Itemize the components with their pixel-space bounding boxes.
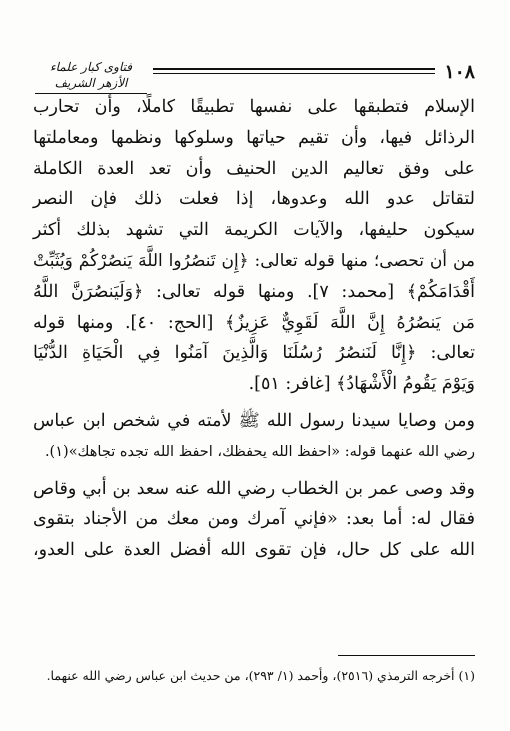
text-line: سيكون حليفها، والآيات الكريمة التي تشهد بذلك أكثر <box>33 220 475 241</box>
book-title: فتاوى كبار علماء الأزهر الشريف <box>35 59 147 94</box>
text-line: من أن تحصى؛ منها قوله تعالى: ﴿إِن تَنصُرُوا اللَّهَ يَنصُرْكُمْ وَيُثَبِّتْ <box>33 250 475 271</box>
text-line: الله على كل حال، فإن تقوى الله أفضل العدة على العدو، <box>33 540 475 561</box>
text-line: وَيَوْمَ يَقُومُ الْأَشْهَادُ﴾ [غافر: ٥١]. <box>248 374 475 395</box>
text-line: الرذائل فيها، وأن تقيم حياتها وسلوكها ونظمها ومعاملتها <box>33 127 475 148</box>
main-text <box>33 92 475 566</box>
text-line: وقد وصى عمر بن الخطاب رضي الله عنه سعد بن أبي وقاص <box>33 478 475 499</box>
header-rule <box>153 68 435 74</box>
text-line: مَن يَنصُرُهُ إِنَّ اللَّهَ لَقَوِيٌّ عَزِيزٌ﴾ [الحج: ٤٠]. ومنها قوله <box>33 312 476 333</box>
text-line: على وفق تعاليم الدين الحنيف وأن تعد العدة الكاملة <box>33 158 475 179</box>
text-line: لتقاتل عدو الله وعدوها، إذا فعلت ذلك فإن النصر <box>33 189 475 210</box>
text-line: ومن وصايا سيدنا رسول الله ﷺ لأمته في شخص ابن عباس <box>33 410 475 431</box>
footnote: (١) أخرجه الترمذي (٢٥١٦)، وأحمد (١/ ٢٩٣)، من حديث ابن عباس رضي الله عنهما. <box>46 668 475 683</box>
text-line: أَقْدَامَكُمْ﴾ [محمد: ٧]. ومنها قوله تعالى: ﴿وَلَيَنصُرَنَّ اللَّهُ <box>33 281 475 302</box>
running-header <box>35 60 475 90</box>
text-line: رضي الله عنهما قوله: «احفظ الله يحفظك، احفظ الله تجده تجاهك»(١). <box>44 443 475 460</box>
text-line: الإسلام فتطبقها على نفسها تطبيقًا كاملًا، وأن تحارب <box>33 97 475 117</box>
text-line: تعالى: ﴿إِنَّا لَنَنصُرُ رُسُلَنَا وَالَّذِينَ آمَنُوا فِي الْحَيَاةِ الدُّنْيَا <box>33 343 475 364</box>
text-line: فقال له: أما بعد: «فإني آمرك ومن معك من الأجناد بتقوى <box>33 509 475 530</box>
page-number: ١٠٨ <box>444 61 475 83</box>
footnote-rule <box>338 655 475 656</box>
